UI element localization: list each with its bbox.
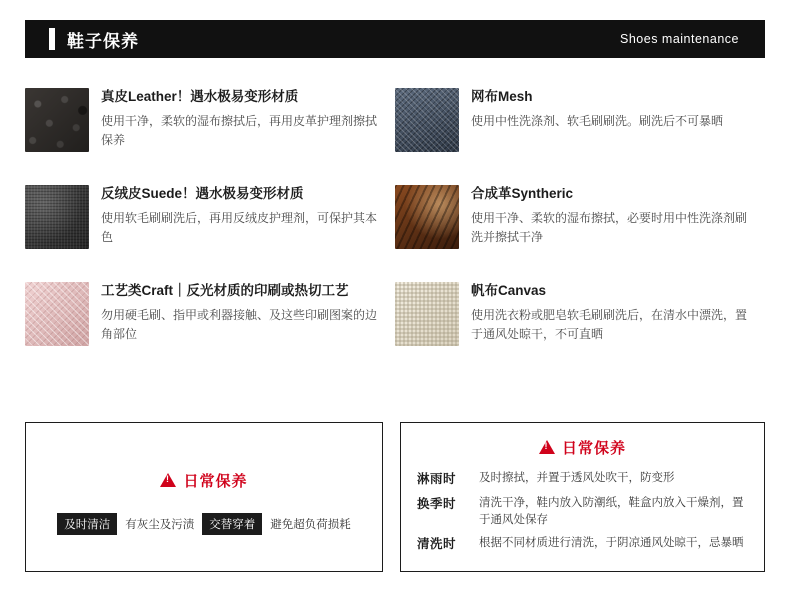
care-row-label: 换季时 [417,497,457,512]
material-title: 合成革Syntheric [471,186,574,201]
care-tag-rotate: 交替穿着 [202,513,262,535]
daily-care-heading-right [401,437,764,458]
material-description: 使用中性洗涤剂、软毛刷刷洗。刷洗后不可暴晒 [471,114,724,129]
care-panels [25,422,765,572]
suede-texture-swatch [25,185,89,249]
canvas-texture-swatch [395,282,459,346]
material-description: 勿用硬毛刷、指甲或利器接触、及这些印刷图案的边角部位 [101,308,378,341]
material-text [471,282,747,379]
daily-care-tags-panel [25,422,383,572]
leather-texture-swatch [25,88,89,152]
material-text [101,185,377,282]
material-title: 工艺类Craft｜反光材质的印刷或热切工艺 [101,283,349,298]
craft-texture-swatch [25,282,89,346]
material-description: 使用软毛刷刷洗后，再用反绒皮护理剂，可保护其本色 [101,211,378,244]
material-item [395,88,765,185]
page-subtitle: Shoes maintenance [620,32,739,46]
material-title: 网布Mesh [471,89,533,104]
material-title: 真皮Leather！遇水极易变形材质 [101,89,299,104]
material-item [395,185,765,282]
care-note-clean: 有灰尘及污渍 [125,519,195,531]
material-item [25,282,395,379]
care-rows [417,470,750,554]
material-item [25,88,395,185]
mesh-texture-swatch [395,88,459,152]
material-description: 使用干净，柔软的湿布擦拭后，再用皮革护理剂擦拭保养 [101,114,378,147]
care-note-rotate: 避免超负荷损耗 [270,519,351,531]
synthetic-leather-texture-swatch [395,185,459,249]
material-text [101,282,377,379]
daily-care-heading-text: 日常保养 [183,473,248,490]
warning-icon [539,440,555,454]
care-row [417,470,750,488]
page-header [25,20,765,58]
material-title: 反绒皮Suede！遇水极易变形材质 [101,186,304,201]
care-row-label: 淋雨时 [417,472,457,486]
header-accent-bar [49,28,55,50]
material-text [471,88,747,185]
material-description: 使用洗衣粉或肥皂软毛刷刷洗后，在清水中漂洗，置于通风处晾干，不可直晒 [471,308,748,341]
daily-care-heading-left [26,470,382,491]
material-item [25,185,395,282]
material-item [395,282,765,379]
care-tag-clean: 及时清洁 [57,513,117,535]
material-title: 帆布Canvas [471,283,547,298]
material-grid [25,88,765,379]
daily-care-detail-panel [400,422,765,572]
care-row-text: 清洗干净，鞋内放入防潮纸，鞋盒内放入干燥剂，置于通风处保存 [479,497,744,526]
care-row-label: 清洗时 [417,537,457,552]
material-text [471,185,747,282]
material-description: 使用干净、柔软的湿布擦拭，必要时用中性洗涤剂刷洗并擦拭干净 [471,211,748,244]
daily-care-tag-row [26,513,382,535]
material-text [101,88,377,185]
care-row-text: 根据不同材质进行清洗，于阴凉通风处晾干，忌暴晒 [479,537,744,550]
page-title: 鞋子保养 [67,31,139,51]
warning-icon [160,473,176,487]
care-row [417,535,750,553]
care-row [417,495,750,528]
care-row-text: 及时擦拭，并置于透风处吹干，防变形 [479,472,675,484]
daily-care-heading-text: 日常保养 [561,440,626,457]
